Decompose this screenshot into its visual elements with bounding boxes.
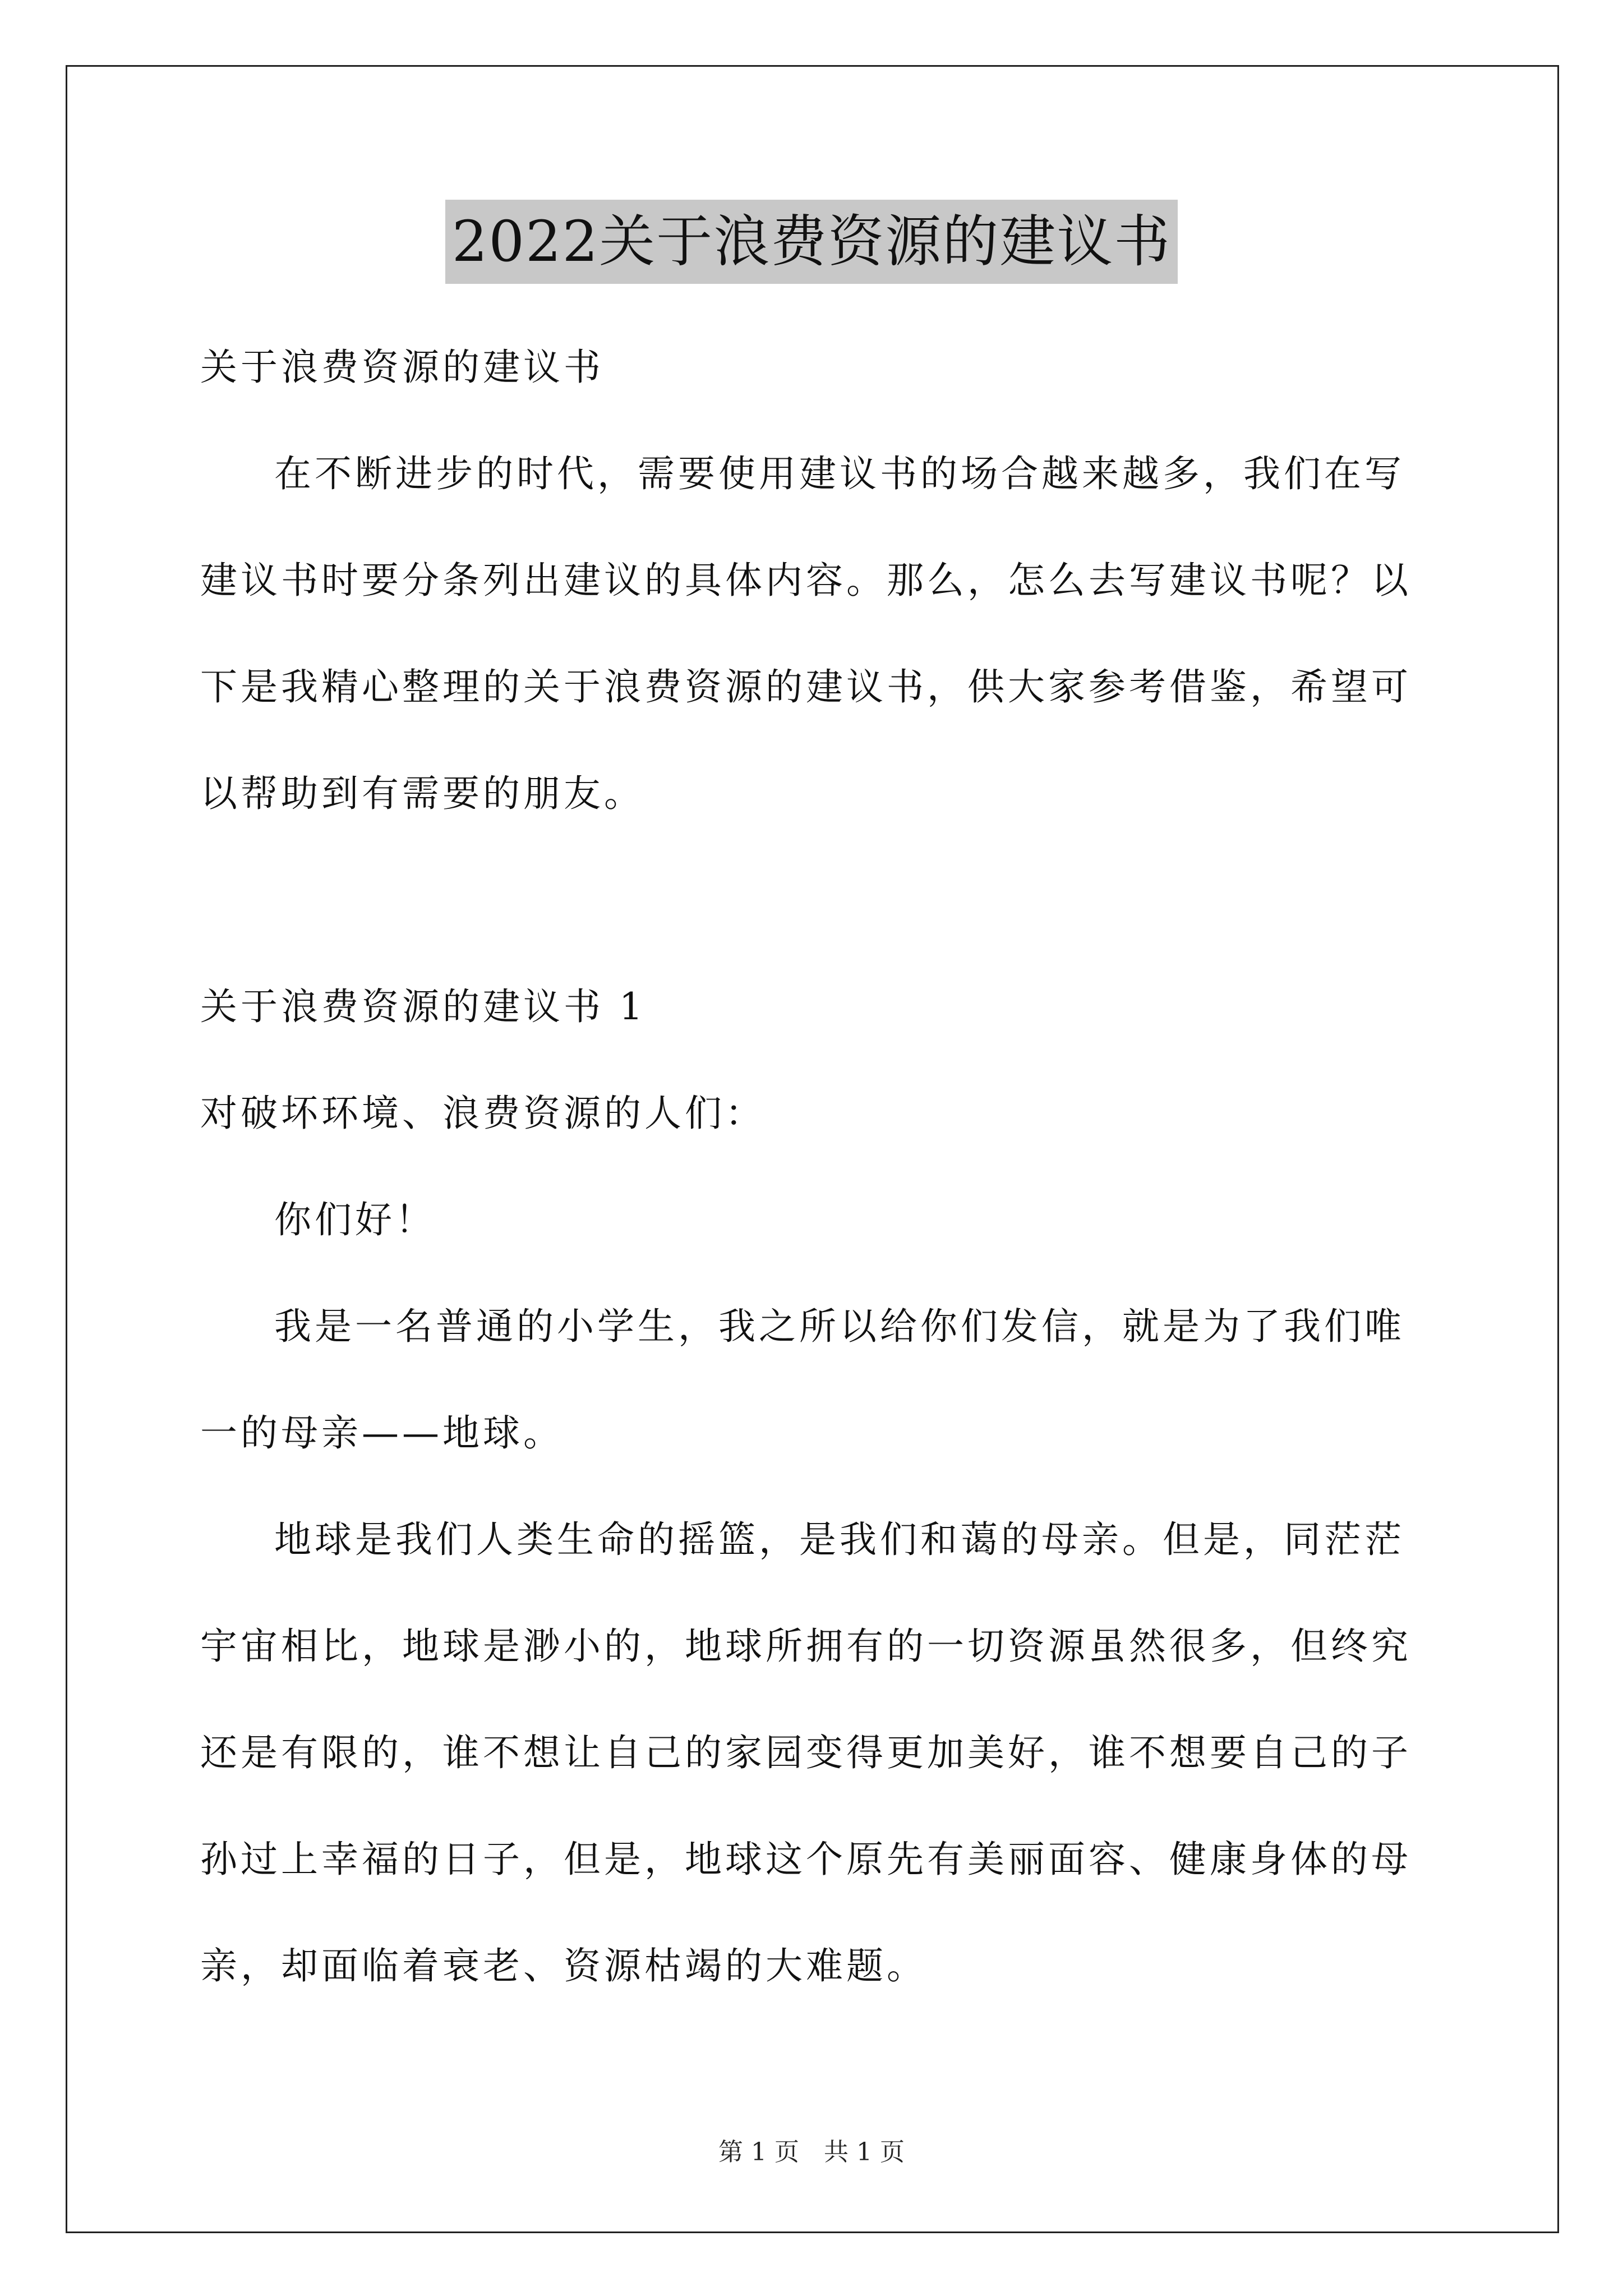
intro-paragraph: 在不断进步的时代，需要使用建议书的场合越来越多，我们在写建议书时要分条列出建议的具体内容。那么，怎么去写建议书呢？以下是我精心整理的关于浪费资源的建议书，供大家参考借鉴，希望可以帮助到有需要的朋友。 bbox=[200, 452, 1412, 815]
document-body bbox=[200, 314, 1423, 2019]
document-title: 2022关于浪费资源的建议书 bbox=[445, 200, 1178, 284]
salutation: 对破坏环境、浪费资源的人们： bbox=[200, 1092, 766, 1135]
page-footer: 第 1 页 共 1 页 bbox=[718, 2138, 905, 2166]
body-paragraph: 地球是我们人类生命的摇篮，是我们和蔼的母亲。但是，同茫茫宇宙相比，地球是渺小的，地球所拥有的一切资源虽然很多，但终究还是有限的，谁不想让自己的家园变得更加美好，谁不想要自己的子孙过上幸福的日子，但是，地球这个原先有美丽面容、健康身体的母亲，却面临着衰老、资源枯竭的大难题。 bbox=[200, 1518, 1412, 1987]
paragraph-gap bbox=[200, 847, 1423, 954]
section-heading: 关于浪费资源的建议书 1 bbox=[200, 985, 646, 1028]
subtitle: 关于浪费资源的建议书 bbox=[200, 346, 604, 389]
greeting: 你们好！ bbox=[274, 1198, 436, 1241]
body-paragraph: 我是一名普通的小学生，我之所以给你们发信，就是为了我们唯一的母亲——地球。 bbox=[200, 1305, 1405, 1455]
title-container bbox=[0, 200, 1623, 284]
